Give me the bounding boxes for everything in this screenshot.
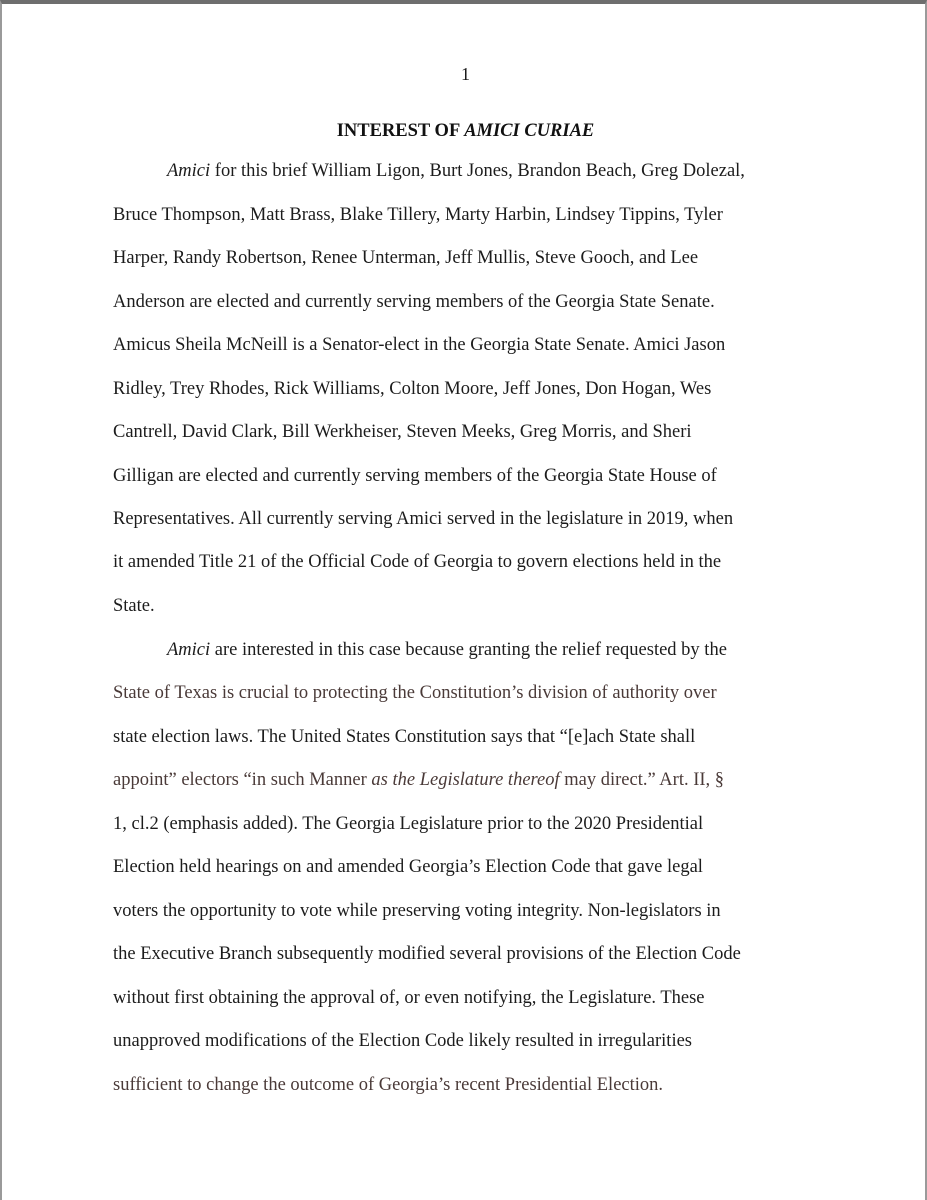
paragraph-1-line-2: Bruce Thompson, Matt Brass, Blake Tillery, Marty Harbin, Lindsey Tippins, Tyler <box>113 205 723 225</box>
page-number: 1 <box>461 64 470 84</box>
paragraph-2-line-5: 1, cl.2 (emphasis added). The Georgia Legislature prior to the 2020 Presidential <box>113 814 704 834</box>
paragraph-1-line-1-text: for this brief William Ligon, Burt Jones, Brandon Beach, Greg Dolezal, <box>210 161 745 181</box>
paragraph-2-line-7: voters the opportunity to vote while preserving voting integrity. Non-legislators in <box>113 901 721 921</box>
paragraph-1-line-9: Representatives. All currently serving Amici served in the legislature in 2019, when <box>113 509 734 529</box>
paragraph-1-line-10: it amended Title 21 of the Official Code of Georgia to govern elections held in the <box>113 552 722 572</box>
paragraph-1-line-5: Amicus Sheila McNeill is a Senator-elect in the Georgia State Senate. Amici Jason <box>113 335 726 355</box>
paragraph-1-line-6: Ridley, Trey Rhodes, Rick Williams, Colton Moore, Jeff Jones, Don Hogan, Wes <box>113 379 712 399</box>
paragraph-2-line-4-before: appoint” electors “in such Manner <box>113 770 372 790</box>
amici-italic: Amici <box>167 640 211 660</box>
paragraph-2-line-10: unapproved modifications of the Election Code likely resulted in irregularities <box>113 1031 692 1051</box>
paragraph-2-line-1 <box>167 639 727 661</box>
section-heading <box>2 121 927 142</box>
paragraph-1-line-11: State. <box>113 596 155 616</box>
heading-italic: AMICI CURIAE <box>464 121 595 141</box>
emphasis-italic: as the Legislature thereof <box>371 770 560 790</box>
amici-italic: Amici <box>167 161 211 181</box>
paragraph-1-line-7: Cantrell, David Clark, Bill Werkheiser, Steven Meeks, Greg Morris, and Sheri <box>113 422 692 442</box>
paragraph-2-line-11: sufficient to change the outcome of Georgia’s recent Presidential Election. <box>113 1075 664 1095</box>
paragraph-2-line-1-text: are interested in this case because granting the relief requested by the <box>210 640 727 660</box>
paragraph-2-line-3: state election laws. The United States Constitution says that “[e]ach State shall <box>113 727 696 747</box>
paragraph-1-line-8: Gilligan are elected and currently serving members of the Georgia State House of <box>113 466 717 486</box>
paragraph-1-line-4: Anderson are elected and currently serving members of the Georgia State Senate. <box>113 292 715 312</box>
paragraph-2-line-8: the Executive Branch subsequently modified several provisions of the Election Code <box>113 944 741 964</box>
heading-prefix: INTEREST OF <box>336 121 465 141</box>
paragraph-2-line-6: Election held hearings on and amended Georgia’s Election Code that gave legal <box>113 857 703 877</box>
paragraph-2-line-2: State of Texas is crucial to protecting the Constitution’s division of authority over <box>113 683 717 703</box>
paragraph-1-line-1 <box>167 160 745 182</box>
paragraph-2-line-9: without first obtaining the approval of, or even notifying, the Legislature. These <box>113 988 705 1008</box>
paragraph-2-line-4-after: may direct.” Art. II, § <box>559 770 725 790</box>
paragraph-2-line-4 <box>113 769 724 791</box>
paragraph-1-line-3: Harper, Randy Robertson, Renee Unterman, Jeff Mullis, Steve Gooch, and Lee <box>113 248 699 268</box>
